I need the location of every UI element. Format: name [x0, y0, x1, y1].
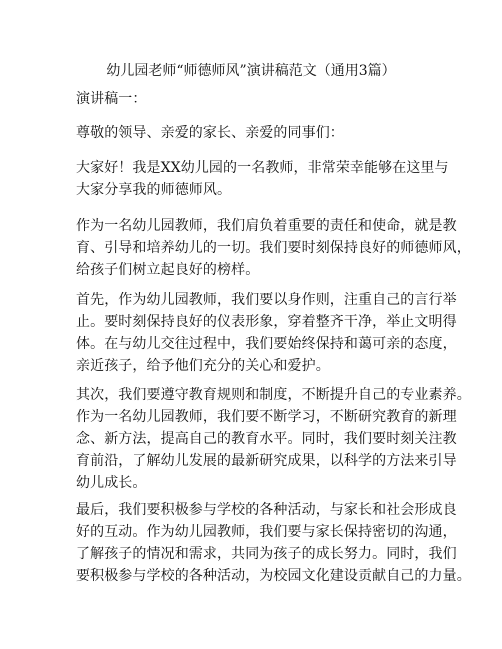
paragraph-line: 幼儿成长。 [76, 475, 147, 491]
paragraph-3 [76, 289, 457, 377]
paragraph-line: 首先，作为幼儿园教师，我们要以身作则，注重自己的言行举 [76, 292, 457, 308]
paragraph-line: 体。在与幼儿交往过程中，我们要始终保持和蔼可亲的态度， [76, 336, 457, 352]
paragraph-line: 最后，我们要积极参与学校的各种活动，与家长和社会形成良 [76, 502, 457, 518]
paragraph-line: 好的互动。作为幼儿园教师，我们要与家长保持密切的沟通， [76, 524, 457, 540]
paragraph-5 [76, 499, 471, 587]
paragraph-line: 大家好！我是XX幼儿园的一名教师，非常荣幸能够在这里与 [76, 160, 449, 176]
paragraph-4 [76, 384, 471, 494]
paragraph-line: 育前沿，了解幼儿发展的最新研究成果，以科学的方法来引导 [76, 453, 457, 469]
paragraph-line: 其次，我们要遵守教育规则和制度，不断提升自己的专业素养。 [76, 387, 471, 403]
document-title: 幼儿园老师“师德师风”演讲稿范文（通用3篇） [106, 63, 396, 79]
paragraph-line: 大家分享我的师德师风。 [76, 182, 232, 198]
paragraph-line: 作为一名幼儿园教师，我们要不断学习，不断研究教育的新理 [76, 409, 457, 425]
paragraph-line: 给孩子们树立起良好的榜样。 [76, 262, 260, 278]
paragraph-line: 念、新方法，提高自己的教育水平。同时，我们要时刻关注教 [76, 431, 457, 447]
salutation: 尊敬的领导、亲爱的家长、亲爱的同事们： [76, 125, 344, 141]
paragraph-line: 作为一名幼儿园教师，我们肩负着重要的责任和使命，就是教 [76, 218, 457, 234]
section-label: 演讲稿一： [76, 91, 147, 107]
paragraph-line: 止。要时刻保持良好的仪表形象，穿着整齐干净，举止文明得 [76, 314, 457, 330]
paragraph-line: 育、引导和培养幼儿的一切。我们要时刻保持良好的师德师风， [76, 240, 471, 256]
paragraph-1 [76, 157, 448, 201]
paragraph-line: 要积极参与学校的各种活动，为校园文化建设贡献自己的力量。 [76, 568, 471, 584]
paragraph-2 [76, 215, 471, 281]
paragraph-line: 亲近孩子，给予他们充分的关心和爱护。 [76, 358, 330, 374]
paragraph-line: 了解孩子的情况和需求，共同为孩子的成长努力。同时，我们 [76, 546, 457, 562]
